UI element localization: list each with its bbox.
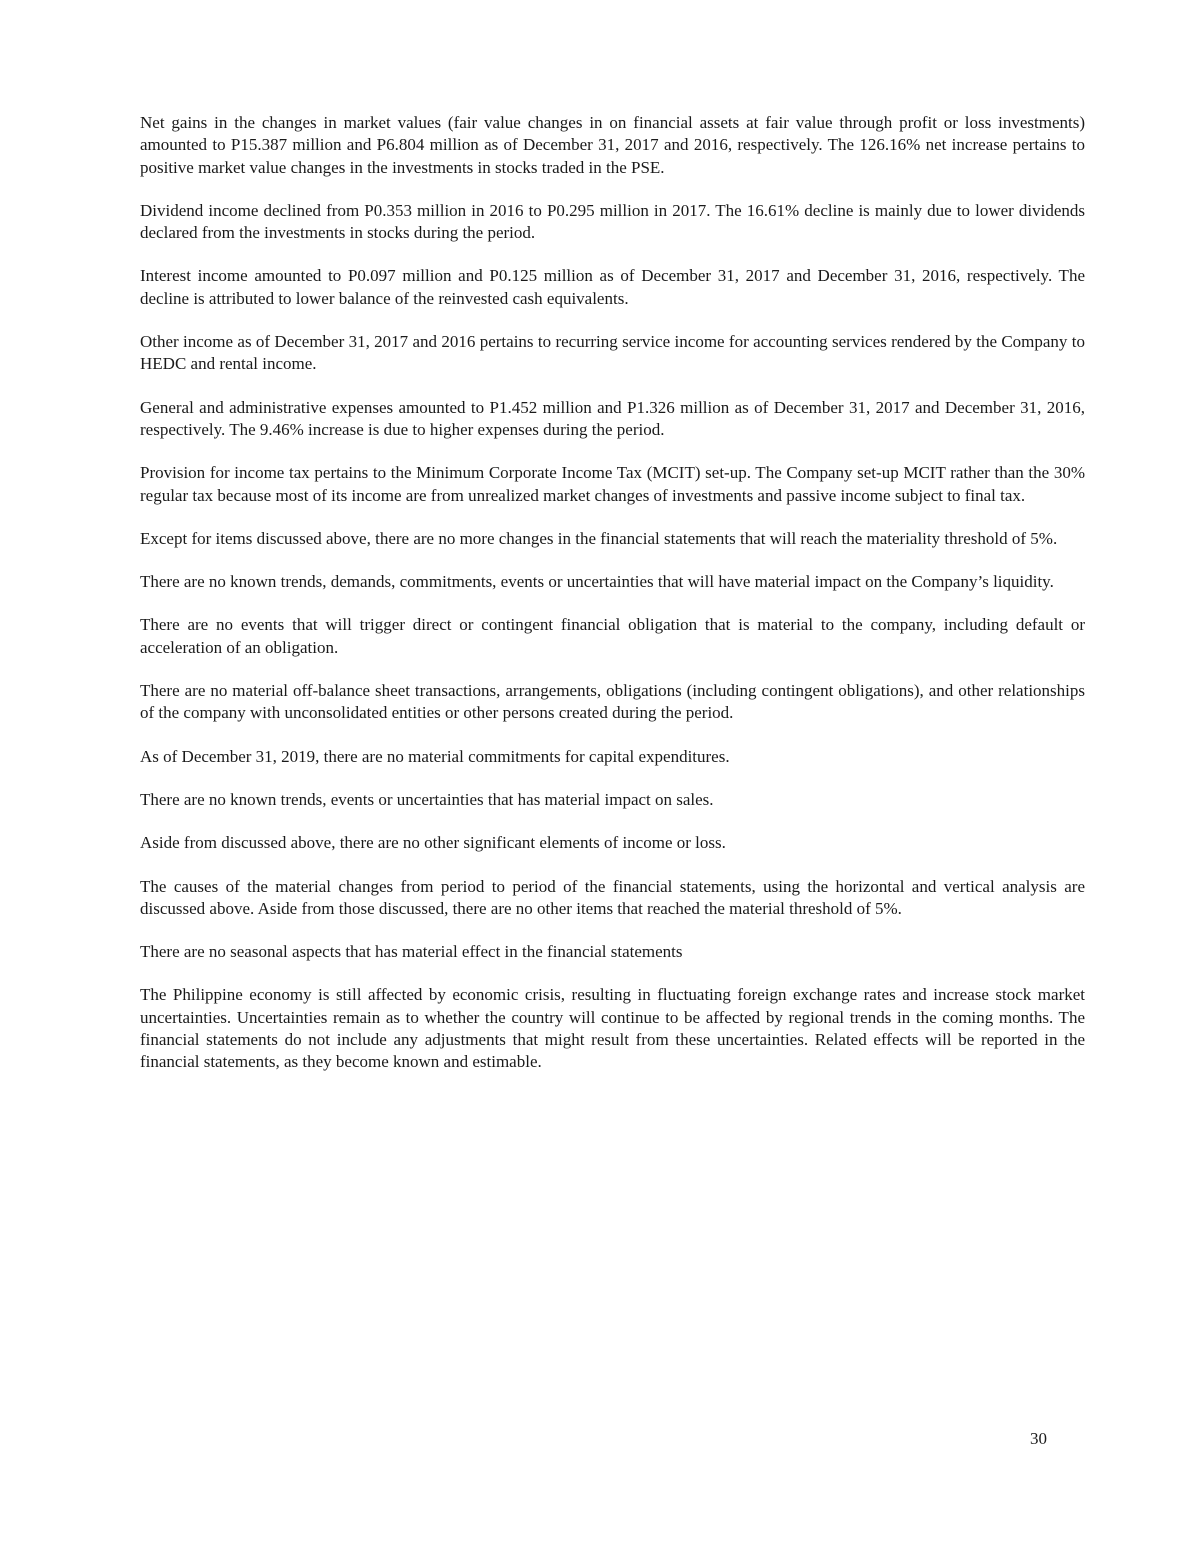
paragraph-income-elements: Aside from discussed above, there are no other significant elements of income or loss. bbox=[140, 833, 726, 853]
document-body bbox=[140, 112, 1085, 1074]
paragraph-net-gains: Net gains in the changes in market values (fair value changes in on financial assets at fair value through profit or loss investments) amounted to P15.387 million and P6.804 million as of December 31, 2017 and 2016, respectively. The 126.16% net increase pertains to positive market value changes in the investments in stocks traded in the PSE. bbox=[140, 113, 1085, 177]
paragraph-seasonal-aspects: There are no seasonal aspects that has material effect in the financial statements bbox=[140, 942, 683, 962]
paragraph-capital-expenditures: As of December 31, 2019, there are no material commitments for capital expenditures. bbox=[140, 746, 730, 766]
paragraph-liquidity: There are no known trends, demands, commitments, events or uncertainties that will have material impact on the Company’s liquidity. bbox=[140, 572, 1054, 592]
paragraph-income-tax: Provision for income tax pertains to the Minimum Corporate Income Tax (MCIT) set-up. The Company set-up MCIT rather than the 30% regular tax because most of its income are from unrealized market changes of investments and passive income subject to final tax. bbox=[140, 463, 1085, 505]
paragraph-dividend-income: Dividend income declined from P0.353 million in 2016 to P0.295 million in 2017. The 16.61% decline is mainly due to lower dividends declared from the investments in stocks during the period. bbox=[140, 200, 1085, 243]
page-number: 30 bbox=[1030, 1429, 1047, 1448]
paragraph-off-balance-sheet: There are no material off-balance sheet transactions, arrangements, obligations (including contingent obligations), and other relationships of the company with unconsolidated entities or other persons created during the period. bbox=[140, 681, 1085, 723]
paragraph-obligations: There are no events that will trigger direct or contingent financial obligation that is material to the company, including default or acceleration of an obligation. bbox=[140, 615, 1085, 657]
paragraph-materiality: Except for items discussed above, there are no more changes in the financial statements that will reach the materiality threshold of 5%. bbox=[140, 528, 1058, 548]
paragraph-economy: The Philippine economy is still affected by economic crisis, resulting in fluctuating foreign exchange rates and increase stock market uncertainties. Uncertainties remain as to whether the country will continue to be affected by regional trends in the coming months. The financial statements do not include any adjustments that might result from these uncertainties. Related effects will be reported in the financial statements, as they become known and estimable. bbox=[140, 985, 1085, 1072]
paragraph-other-income: Other income as of December 31, 2017 and 2016 pertains to recurring service income for accounting services rendered by the Company to HEDC and rental income. bbox=[140, 332, 1085, 374]
paragraph-admin-expenses: General and administrative expenses amounted to P1.452 million and P1.326 million as of December 31, 2017 and December 31, 2016, respectively. The 9.46% increase is due to higher expenses during the period. bbox=[140, 397, 1085, 439]
paragraph-material-changes: The causes of the material changes from period to period of the financial statements, using the horizontal and vertical analysis are discussed above. Aside from those discussed, there are no other items that reached the material threshold of 5%. bbox=[140, 876, 1085, 918]
paragraph-interest-income: Interest income amounted to P0.097 million and P0.125 million as of December 31, 2017 and December 31, 2016, respectively. The decline is attributed to lower balance of the reinvested cash equivalents. bbox=[140, 266, 1085, 308]
paragraph-sales-trends: There are no known trends, events or uncertainties that has material impact on sales. bbox=[140, 789, 714, 809]
